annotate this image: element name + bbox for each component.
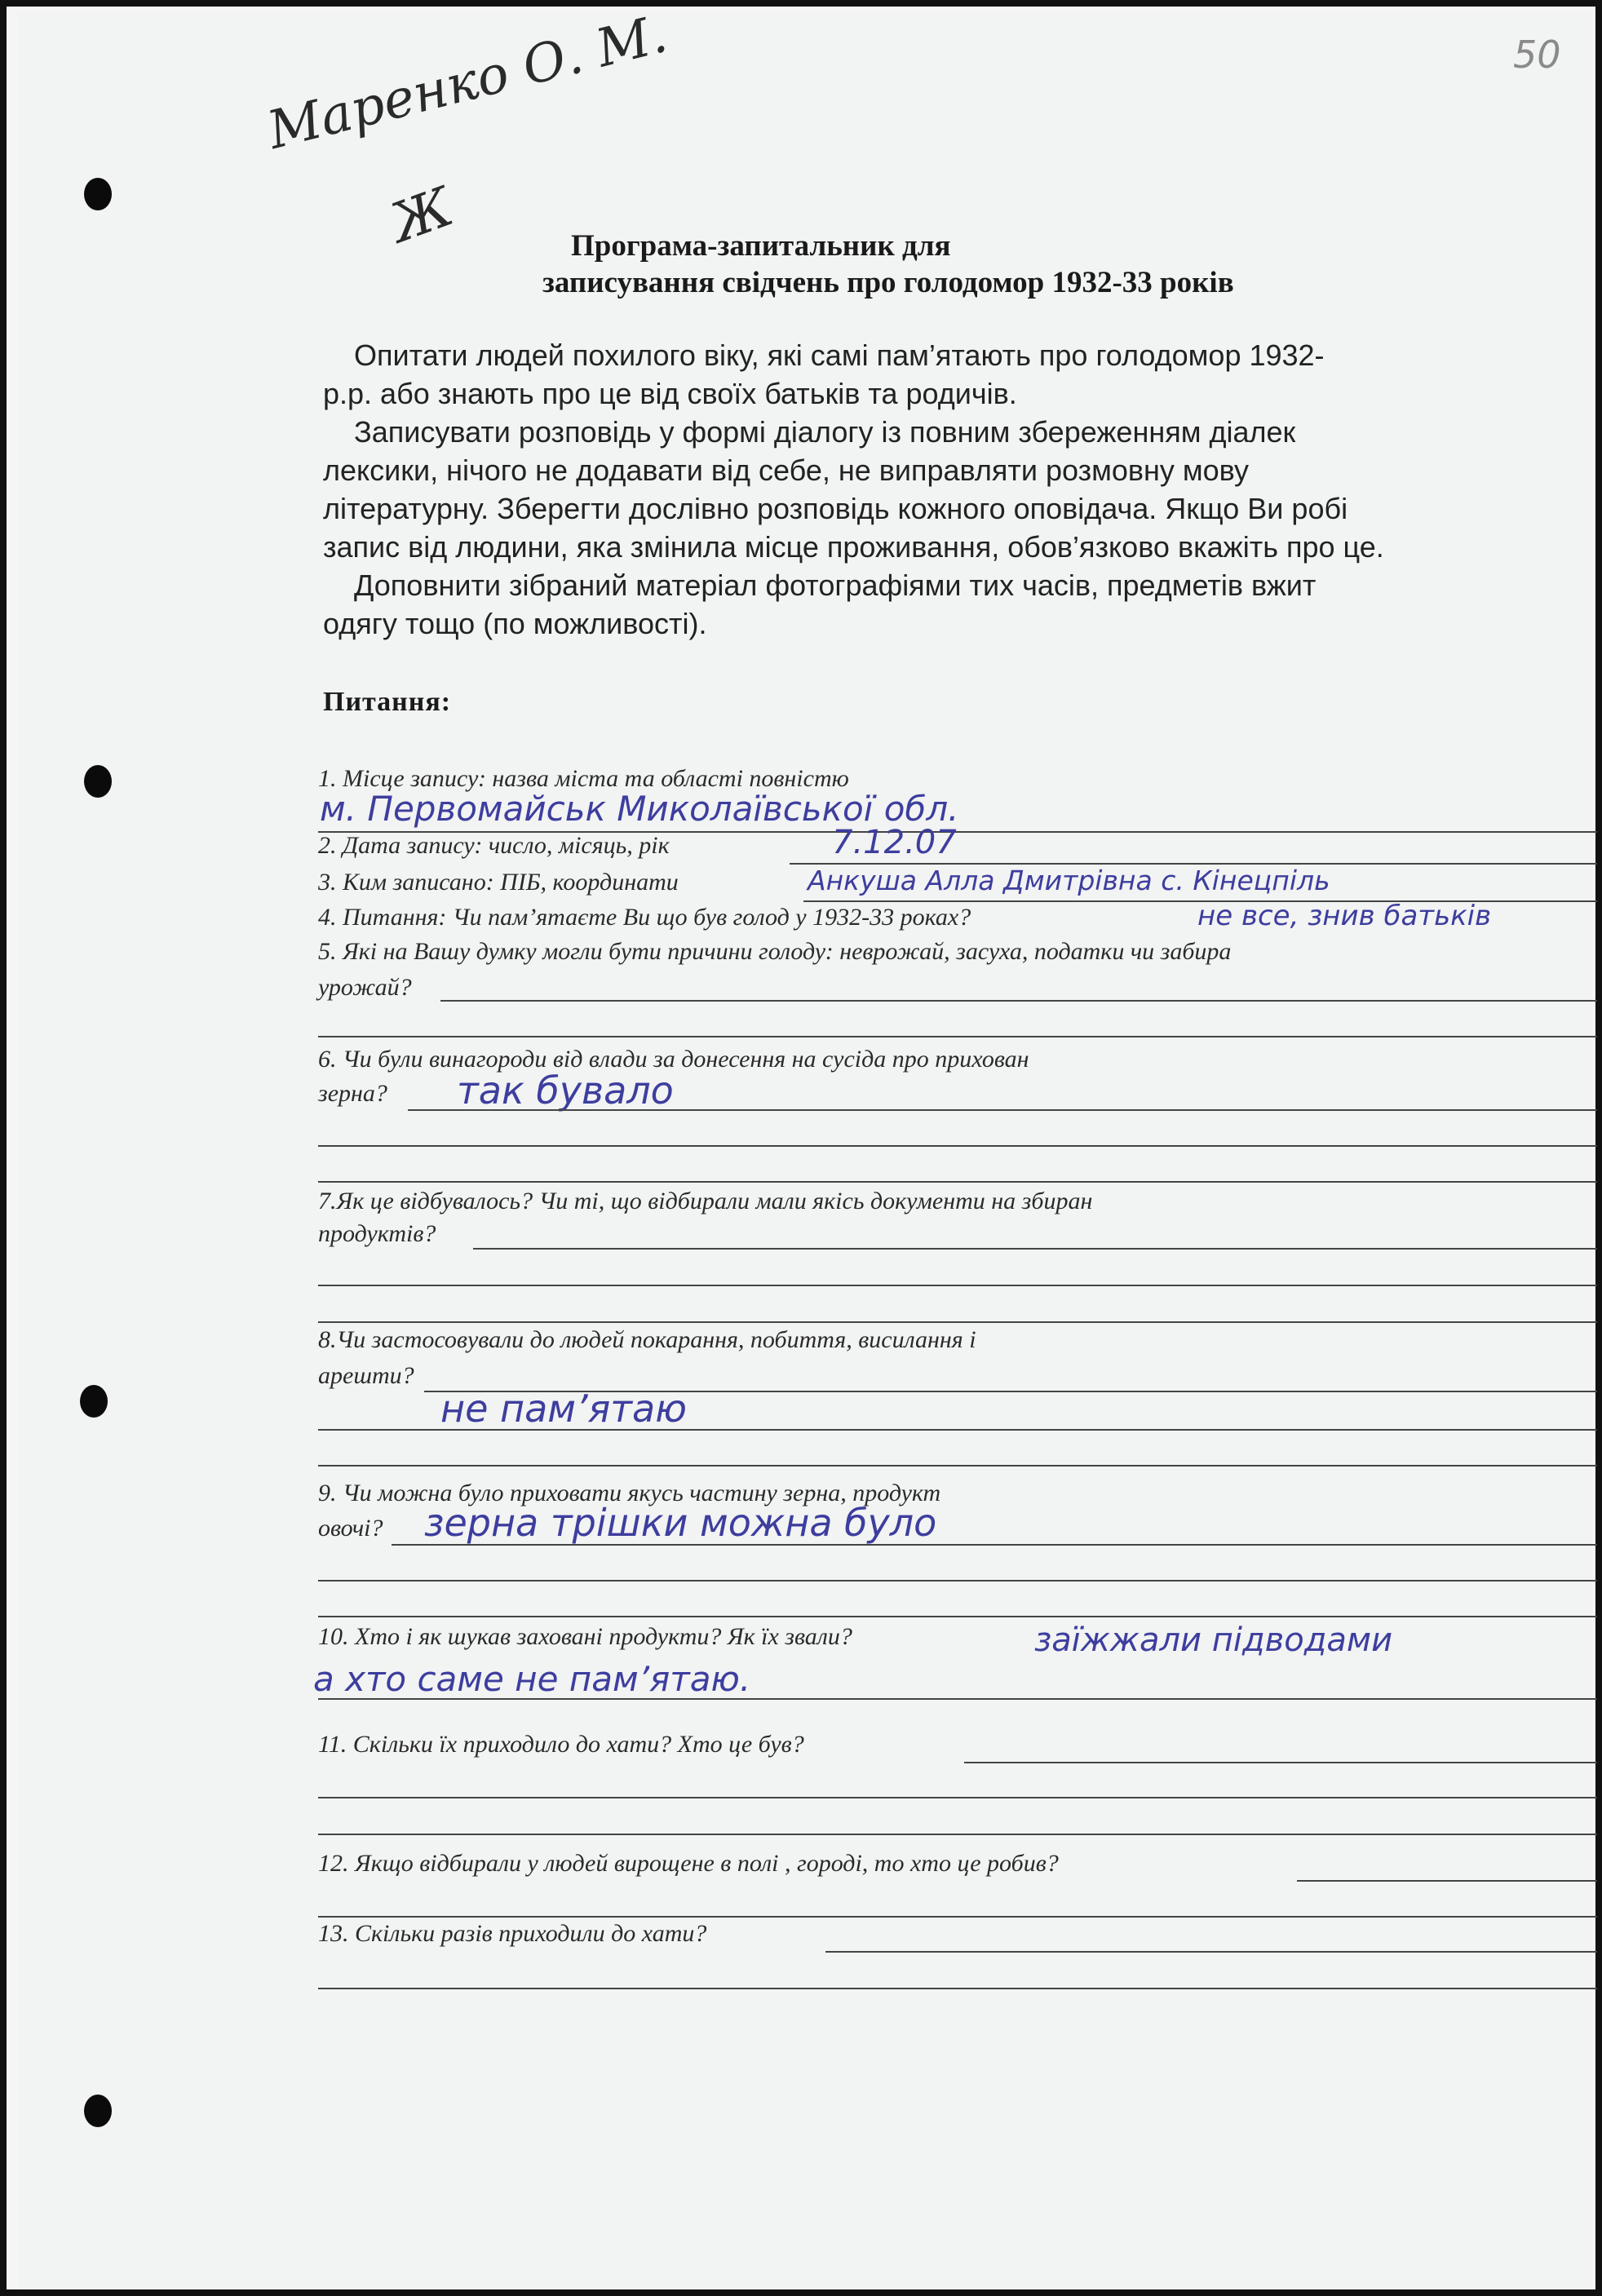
answer-line xyxy=(318,1834,1597,1835)
answer-10: заїжжали підводами xyxy=(1034,1621,1393,1659)
question-8: 8.Чи застосовували до людей покарання, побиття, висилання і xyxy=(318,1326,976,1353)
question-1: 1. Місце запису: назва міста та області повністю xyxy=(318,765,849,792)
question-6-cont: зерна? xyxy=(318,1080,387,1107)
answer-line xyxy=(825,1951,1597,1953)
answer-line xyxy=(440,1000,1597,1002)
punch-hole-icon xyxy=(84,178,112,210)
intro-line: Доповнити зібраний матеріал фотографіями тих часів, предметів вжит xyxy=(354,568,1317,602)
answer-line xyxy=(318,1429,1597,1431)
question-2: 2. Дата запису: число, місяць, рік xyxy=(318,832,670,859)
answer-3: Анкуша Алла Дмитрівна с. Кінецпіль xyxy=(808,865,1330,896)
answer-line xyxy=(318,1036,1597,1037)
punch-hole-icon xyxy=(80,1385,108,1418)
answer-1: м. Первомайськ Миколаївської обл. xyxy=(320,789,959,829)
intro-line: Опитати людей похилого віку, які самі пам’ятають про голодомор 1932- xyxy=(354,338,1325,372)
punch-hole-icon xyxy=(84,2095,112,2127)
answer-line xyxy=(318,1145,1597,1147)
answer-line xyxy=(318,1797,1597,1798)
intro-line: запис від людини, яка змінила місце проживання, обов’язково вкажіть про це. xyxy=(323,530,1384,564)
document-title-line1: Програма-запитальник для xyxy=(571,229,951,263)
answer-line xyxy=(408,1109,1597,1111)
question-11: 11. Скільки їх приходило до хати? Хто це був? xyxy=(318,1731,804,1758)
question-10: 10. Хто і як шукав заховані продукти? Як їх звали? xyxy=(318,1623,852,1650)
question-9: 9. Чи можна було приховати якусь частину зерна, продукт xyxy=(318,1480,941,1506)
answer-line xyxy=(318,1988,1597,1989)
question-7-cont: продуктів? xyxy=(318,1220,436,1247)
question-7: 7.Як це відбувалось? Чи ті, що відбирали мали якісь документи на збиран xyxy=(318,1188,1093,1214)
question-12: 12. Якщо відбирали у людей вирощене в полі , городі, то хто це робив? xyxy=(318,1850,1059,1877)
answer-line xyxy=(424,1391,1597,1392)
signature-mark: Ж xyxy=(383,175,462,255)
intro-line: літературну. Зберегти дослівно розповідь кожного оповідача. Якщо Ви робі xyxy=(323,492,1348,525)
answer-line xyxy=(1297,1880,1597,1882)
answer-line xyxy=(318,1698,1597,1700)
answer-line xyxy=(473,1248,1597,1250)
page-number: 50 xyxy=(1513,33,1561,77)
answer-10-cont: а хто саме не пам’ятаю. xyxy=(313,1659,751,1699)
answer-line xyxy=(318,1916,1597,1918)
answer-line xyxy=(318,1285,1597,1286)
signature-name: Маренко О. М. xyxy=(262,3,673,161)
question-13: 13. Скільки разів приходили до хати? xyxy=(318,1920,707,1947)
question-8-cont: арешти? xyxy=(318,1362,414,1389)
question-6: 6. Чи були винагороди від влади за донесення на сусіда про прихован xyxy=(318,1046,1029,1073)
answer-line xyxy=(318,1465,1597,1467)
answer-9: зерна трішки можна було xyxy=(424,1501,937,1545)
answer-line xyxy=(318,1616,1597,1617)
question-5-cont: урожай? xyxy=(318,974,412,1001)
question-9-cont: овочі? xyxy=(318,1515,383,1542)
answer-4: не все, знив батьків xyxy=(1197,900,1492,932)
question-3: 3. Ким записано: ПІБ, координати xyxy=(318,869,679,896)
intro-line: лексики, нічого не додавати від себе, не виправляти розмовну мову xyxy=(323,453,1249,487)
intro-line: Записувати розповідь у формі діалогу із повним збереженням діалек xyxy=(354,415,1296,449)
answer-line xyxy=(318,1321,1597,1323)
answer-2: 7.12.07 xyxy=(832,824,957,861)
intro-line: р.р. або знають про це від своїх батьків та родичів. xyxy=(323,377,1017,410)
document-title-line2: записування свідчень про голодомор 1932-33 років xyxy=(542,266,1234,299)
question-4: 4. Питання: Чи пам’ятаєте Ви що був голод у 1932-33 роках? xyxy=(318,904,971,931)
punch-hole-icon xyxy=(84,765,112,798)
question-5: 5. Які на Вашу думку могли бути причини голоду: неврожай, засуха, податки чи забира xyxy=(318,938,1232,965)
answer-8: не пам’ятаю xyxy=(440,1387,687,1431)
answer-line xyxy=(392,1544,1597,1546)
answer-line xyxy=(964,1762,1597,1763)
answer-line xyxy=(318,1181,1597,1183)
questions-header: Питання: xyxy=(323,687,452,717)
answer-6: так бувало xyxy=(457,1068,674,1113)
intro-line: одягу тощо (по можливості). xyxy=(323,607,707,640)
answer-line xyxy=(318,1580,1597,1582)
